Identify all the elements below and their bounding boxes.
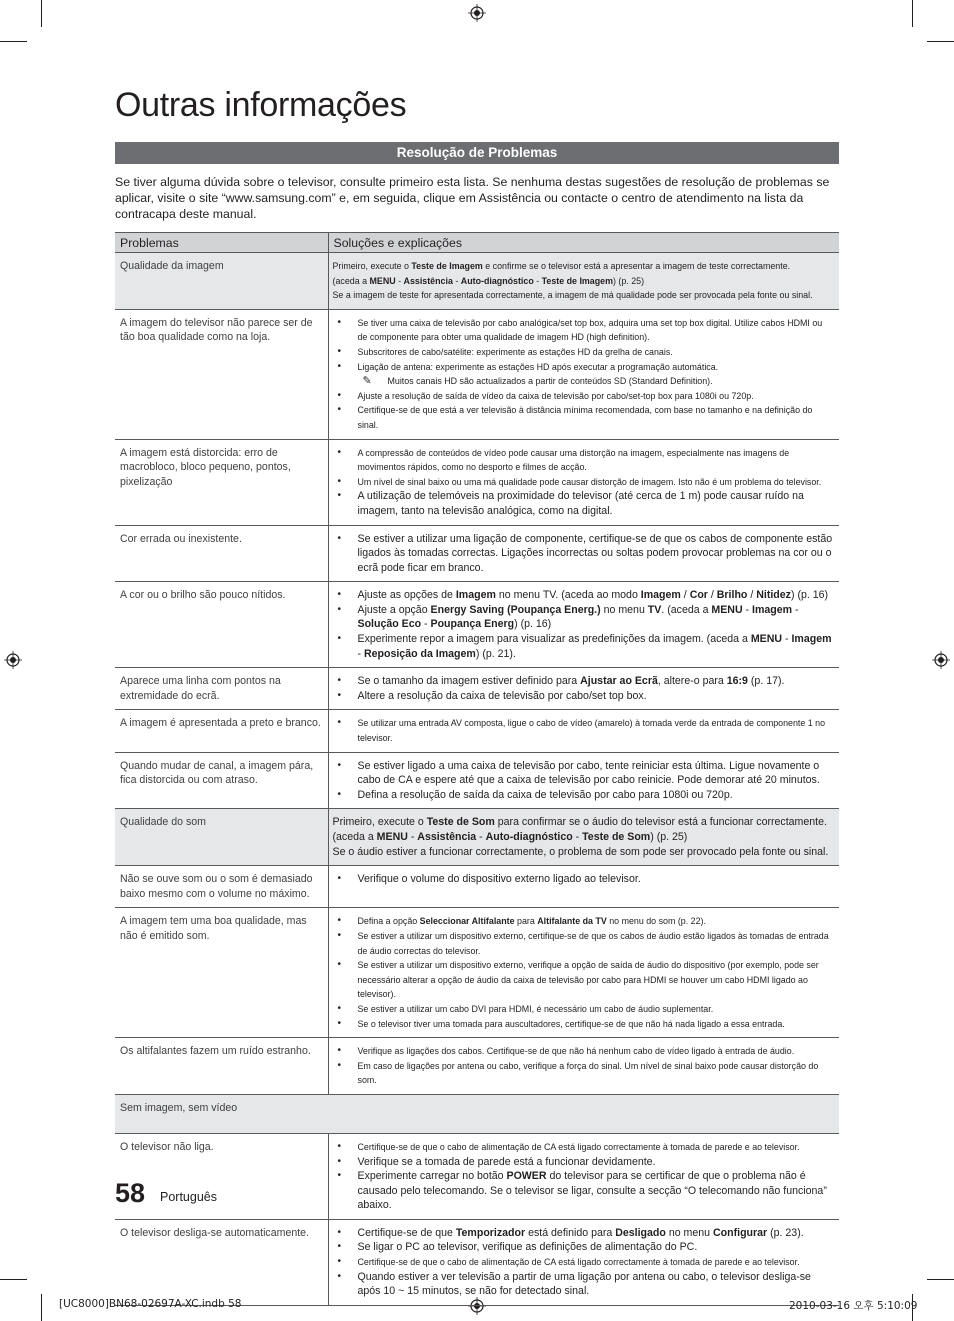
list-item <box>333 1226 835 1241</box>
solution-list <box>333 1140 835 1213</box>
list-item <box>333 603 835 632</box>
footer-file: [UC8000]BN68-02697A-XC.indb 58 <box>59 1298 242 1310</box>
text-run: - <box>452 275 461 286</box>
bold-text: Configurar <box>713 1226 768 1239</box>
solution-list <box>333 316 835 433</box>
list-item <box>333 532 835 576</box>
list-item <box>333 475 835 490</box>
list-item <box>333 759 835 788</box>
solution-list <box>333 716 835 745</box>
text-run: Certifique-se de que está a ver televisão à distância mínima recomendada, com base no tamanho e na definição do sinal. <box>357 405 813 430</box>
text-run: Primeiro, execute o <box>332 816 427 829</box>
text-run: A utilização de telemóveis na proximidade do televisor (até cerca de 1 m) pode causar ruído na imagem, tanto na televisão analógica, como na digital. <box>357 490 804 517</box>
text-run: - <box>792 603 799 616</box>
crop-mark <box>41 0 42 27</box>
bold-text: Brilho <box>716 589 748 602</box>
bold-text: Cor <box>689 589 708 602</box>
solution-cell <box>328 710 839 752</box>
text-run: Altere a resolução da caixa de televisão por cabo/set top box. <box>357 689 647 702</box>
text-run: Ajuste a opção <box>357 603 431 616</box>
crop-mark <box>0 1279 27 1280</box>
bold-text: 16:9 <box>726 675 748 688</box>
solution-cell <box>328 668 839 710</box>
text-run: Verifique o volume do dispositivo externo ligado ao televisor. <box>357 873 641 886</box>
text-run: Se a imagem de teste for apresentada correctamente, a imagem de má qualidade pode ser provocada pela fonte ou sinal. <box>332 290 813 301</box>
text-run: está definido para <box>525 1226 616 1239</box>
bold-text: Solução Eco <box>357 618 422 631</box>
problem-cell: A imagem tem uma boa qualidade, mas não é emitido som. <box>115 908 328 1038</box>
list-item <box>333 403 835 432</box>
text-run: (aceda a <box>332 831 377 843</box>
table-row <box>115 710 839 752</box>
text-run: (aceda a <box>332 275 370 286</box>
solution-cell <box>328 582 839 668</box>
text-run: Um nível de sinal baixo ou uma má qualidade pode causar distorção de imagem. Isto não é um problema do televisor. <box>357 476 822 487</box>
note-item <box>333 374 835 389</box>
solution-cell <box>328 525 839 582</box>
solution-list <box>333 588 835 661</box>
list-item <box>333 1044 835 1059</box>
list-item <box>333 872 835 887</box>
text-run: no menu <box>665 1226 713 1239</box>
text-run: no menu do som (p. 22). <box>606 916 706 927</box>
list-item <box>333 689 835 704</box>
list-item <box>333 588 835 603</box>
list-item <box>333 1155 835 1170</box>
solution-list <box>333 1226 835 1299</box>
bold-text: Altifalante da TV <box>537 916 607 927</box>
text-run: Muitos canais HD são actualizados a partir de conteúdos SD (Standard Definition). <box>387 376 713 387</box>
text-run: - <box>421 618 431 631</box>
solution-list <box>333 872 835 887</box>
text-run: ) (p. 25) <box>650 831 688 843</box>
page-number: 58 <box>115 1178 146 1208</box>
problem-cell: A imagem é apresentada a preto e branco. <box>115 710 328 752</box>
text-run: ) (p. 16) <box>514 618 552 631</box>
table-row <box>115 525 839 582</box>
list-item <box>333 1270 835 1299</box>
text-run: Verifique as ligações dos cabos. Certifique-se de que não há nenhum cabo de vídeo ligado à entrada de áudio. <box>357 1046 795 1057</box>
bold-text: POWER <box>506 1170 547 1183</box>
problem-cell: Qualidade da imagem <box>115 253 328 310</box>
text-run: . (aceda a <box>661 603 712 616</box>
text-run: (p. 23). <box>767 1226 804 1239</box>
solution-cell <box>328 1219 839 1305</box>
solution-line <box>333 259 835 274</box>
bold-text: Teste de Som <box>582 831 651 843</box>
text-run: - <box>572 831 583 843</box>
text-run: no menu TV. (aceda ao modo <box>495 589 641 602</box>
list-item <box>333 1255 835 1270</box>
problem-cell: O televisor não liga. <box>115 1133 328 1219</box>
problem-cell: A imagem do televisor não parece ser de tão boa qualidade como na loja. <box>115 309 328 439</box>
troubleshooting-table <box>115 232 839 1306</box>
text-run: (p. 17). <box>747 675 785 688</box>
list-item <box>333 1140 835 1155</box>
list-item <box>333 1240 835 1255</box>
bold-text: Energy Saving (Poupança Energ.) <box>430 603 601 616</box>
list-item <box>333 345 835 360</box>
text-run: / <box>707 589 717 602</box>
list-item <box>333 489 835 518</box>
column-header-solutions: Soluções e explicações <box>328 233 839 253</box>
registration-mark-icon <box>4 651 22 669</box>
problem-cell: Não se ouve som ou o som é demasiado baixo mesmo com o volume no máximo. <box>115 866 328 908</box>
list-item <box>333 929 835 958</box>
bold-text: Teste de Imagem <box>541 275 613 286</box>
bold-text: Desligado <box>615 1226 666 1239</box>
text-run: Certifique-se de que o cabo de alimentação de CA está ligado correctamente à tomada de parede e ao televisor. <box>357 1257 800 1268</box>
table-header-row <box>115 233 839 253</box>
text-run: - <box>533 275 542 286</box>
solution-line <box>333 830 835 845</box>
table-row <box>115 253 839 310</box>
text-run: - <box>357 647 364 660</box>
bold-text: Reposição da Imagem <box>363 647 476 660</box>
registration-mark-icon <box>932 651 950 669</box>
text-run: Se estiver a utilizar um cabo DVI para HDMI, é necessário um cabo de áudio suplementar. <box>357 1003 714 1014</box>
bold-text: Ajustar ao Ecrã <box>580 675 658 688</box>
solution-cell <box>328 253 839 310</box>
bold-text: Nitidez <box>756 589 791 602</box>
problem-cell: O televisor desliga-se automaticamente. <box>115 1219 328 1305</box>
text-run: - <box>782 633 792 646</box>
text-run: / <box>747 589 757 602</box>
bold-text: TV <box>647 603 662 616</box>
text-run: Se o áudio estiver a funcionar correctamente, o problema de som pode ser provocado pela fonte ou sinal. <box>332 845 829 858</box>
crop-mark <box>912 0 913 27</box>
table-row <box>115 1133 839 1219</box>
text-run: / <box>680 589 690 602</box>
bold-text: MENU <box>750 633 783 646</box>
list-item <box>333 389 835 404</box>
list-item <box>333 1059 835 1088</box>
text-run: e confirme se o televisor está a apresentar a imagem de teste correctamente. <box>482 261 791 271</box>
text-run: Se estiver ligado a uma caixa de televisão por cabo, tente reiniciar esta última. Ligue novamente o cabo de CA e espere até que a caixa de televisão por cabo reinicie. Pode demorar até 20 minutos. <box>357 759 820 787</box>
problem-cell: Cor errada ou inexistente. <box>115 525 328 582</box>
solution-list <box>333 446 835 519</box>
text-run: - <box>742 603 753 616</box>
solution-cell <box>328 309 839 439</box>
table-row <box>115 752 839 809</box>
table-row <box>115 908 839 1038</box>
problem-cell: Quando mudar de canal, a imagem pára, fica distorcida ou com atraso. <box>115 752 328 809</box>
text-run: Defina a resolução de saída da caixa de televisão por cabo para 1080i ou 720p. <box>357 788 733 801</box>
text-run: Em caso de ligações por antena ou cabo, verifique a força do sinal. Um nível de sinal baixo pode causar distorção do som. <box>357 1060 819 1086</box>
solution-cell <box>328 1133 839 1219</box>
footer-date: 2010-03-16 오후 5:10:09 <box>789 1300 918 1312</box>
solution-list <box>333 759 835 803</box>
text-run: Ligação de antena: experimente as estações HD após executar a programação automática. <box>357 361 719 372</box>
crop-mark <box>0 41 27 42</box>
bold-text: MENU <box>376 831 408 843</box>
solution-line <box>333 274 835 289</box>
list-item <box>333 958 835 1002</box>
solution-list <box>333 532 835 576</box>
text-run: para confirmar se o áudio do televisor está a funcionar correctamente. <box>494 816 827 829</box>
text-run: , altere-o para <box>657 675 727 688</box>
solution-line <box>333 288 835 303</box>
solution-line <box>333 815 835 830</box>
bold-text: Teste de Som <box>426 816 495 829</box>
list-item <box>333 316 835 345</box>
bold-text: Seleccionar Altifalante <box>419 916 515 927</box>
problem-cell: Sem imagem, sem vídeo <box>115 1094 839 1133</box>
bold-text: Temporizador <box>455 1226 526 1239</box>
table-row <box>115 1094 839 1133</box>
list-item <box>333 716 835 745</box>
text-run: Experimente carregar no botão <box>357 1170 507 1183</box>
table-row <box>115 309 839 439</box>
section-title: Resolução de Problemas <box>115 142 839 164</box>
problem-cell: Os altifalantes fazem um ruído estranho. <box>115 1038 328 1095</box>
text-run: Experimente repor a imagem para visualizar as predefinições da imagem. (aceda a <box>357 633 751 646</box>
problem-cell: A cor ou o brilho são pouco nítidos. <box>115 582 328 668</box>
text-run: Se o televisor tiver uma tomada para auscultadores, certifique-se de que não há nada ligado a essa entrada. <box>357 1018 785 1029</box>
registration-mark-icon <box>468 4 486 22</box>
bold-text: Poupança Energ <box>430 618 515 631</box>
solution-line <box>333 845 835 860</box>
bold-text: Imagem <box>752 603 793 616</box>
text-run: no menu <box>600 603 648 616</box>
text-run: Se o tamanho da imagem estiver definido para <box>357 675 581 688</box>
text-run: Certifique-se de que <box>357 1226 456 1239</box>
crop-mark <box>41 1294 42 1321</box>
text-run: Certifique-se de que o cabo de alimentação de CA está ligado correctamente à tomada de parede e ao televisor. <box>357 1141 800 1152</box>
text-run: Defina a opção <box>357 916 420 927</box>
text-run: Verifique se a tomada de parede está a funcionar devidamente. <box>357 1155 656 1168</box>
text-run: para <box>514 916 538 927</box>
text-run: Se ligar o PC ao televisor, verifique as definições de alimentação do PC. <box>357 1241 698 1254</box>
text-run: Se estiver a utilizar um dispositivo externo, verifique a opção de saída de áudio do dispositivo (por exemplo, pode ser necessário alterar a opção de áudio da caixa de televisão por cabo para HDMI se houver um cabo HDMI ligado ao televisor). <box>357 960 819 1000</box>
solution-cell <box>328 752 839 809</box>
bold-text: Assistência <box>403 275 453 286</box>
text-run: ) (p. 21). <box>475 647 516 660</box>
text-run: Se estiver a utilizar uma ligação de componente, certifique-se de que os cabos de componente estão ligados às tomadas correctas. Ligações incorrectas ou soltas podem provocar problemas na cor ou o ecrã pode ficar em branco. <box>357 532 833 574</box>
bold-text: Auto-diagnóstico <box>485 831 573 843</box>
list-item <box>333 1017 835 1032</box>
problem-cell: Qualidade do som <box>115 809 328 866</box>
solution-cell <box>328 908 839 1038</box>
bold-text: MENU <box>711 603 743 616</box>
list-item <box>333 674 835 689</box>
list-item <box>333 914 835 929</box>
bold-text: Imagem <box>791 633 832 646</box>
list-item <box>333 360 835 375</box>
solution-list <box>333 674 835 703</box>
text-run: Se utilizar uma entrada AV composta, ligue o cabo de vídeo (amarelo) à tomada verde da entrada de componente 1 no televisor. <box>357 718 826 744</box>
problem-cell: A imagem está distorcida: erro de macrobloco, bloco pequeno, pontos, pixelização <box>115 439 328 525</box>
text-run: - <box>395 275 404 286</box>
solution-cell <box>328 809 839 866</box>
bold-text: MENU <box>369 275 396 286</box>
text-run: Se estiver a utilizar um dispositivo externo, certifique-se de que os cabos de áudio estão ligados às tomadas de entrada de áudio correctas do televisor. <box>357 930 829 956</box>
table-row <box>115 439 839 525</box>
text-run: Se tiver uma caixa de televisão por cabo analógica/set top box, adquira uma set top box digital. Utilize cabos HDMI ou de componente para obter uma qualidade de imagem HD (high definition). <box>357 317 823 343</box>
text-run: ) (p. 25) <box>613 275 645 286</box>
crop-mark <box>927 1279 954 1280</box>
text-run: - <box>407 831 418 843</box>
list-item <box>333 788 835 803</box>
list-item <box>333 632 835 661</box>
text-run: Ajuste a resolução de saída de vídeo da caixa de televisão por cabo/set-top box para 1080i ou 720p. <box>357 390 754 401</box>
list-item <box>333 446 835 475</box>
intro-text: Se tiver alguma dúvida sobre o televisor, consulte primeiro esta lista. Se nenhuma destas sugestões de resolução de problemas se aplicar, visite o site “www.samsung.com” e, em seguida, clique em Assistência ou contacte o centro de atendimento na lista da contracapa deste manual. <box>115 175 830 221</box>
bold-text: Auto-diagnóstico <box>460 275 534 286</box>
solution-cell <box>328 866 839 908</box>
list-item <box>333 1169 835 1213</box>
bold-text: Assistência <box>417 831 477 843</box>
table-row <box>115 1219 839 1305</box>
solution-cell <box>328 1038 839 1095</box>
problem-cell: Aparece uma linha com pontos na extremidade do ecrã. <box>115 668 328 710</box>
column-header-problems: Problemas <box>115 233 328 253</box>
text-run: Ajuste as opções de <box>357 589 456 602</box>
bold-text: Imagem <box>640 589 681 602</box>
text-run: ) (p. 16) <box>790 589 829 602</box>
solution-list <box>333 914 835 1031</box>
language-label: Português <box>160 1190 217 1204</box>
list-item <box>333 1002 835 1017</box>
text-run: do televisor para se certificar de que o problema não é causado pelo telecomando. Se o televisor se ligar, consulte a secção “O telecomando não funciona” abaixo. <box>357 1170 827 1212</box>
table-row <box>115 582 839 668</box>
bold-text: Imagem <box>455 589 496 602</box>
bold-text: Teste de Imagem <box>411 261 483 271</box>
text-run: Quando estiver a ver televisão a partir de uma ligação por antena ou cabo, o televisor desliga-se após 10 ~ 15 minutos, se não for detectado sinal. <box>357 1270 811 1298</box>
text-run: Primeiro, execute o <box>332 261 412 271</box>
table-row <box>115 809 839 866</box>
text-run: A compressão de conteúdos de vídeo pode causar uma distorção na imagem, especialmente nas imagens de movimentos rápidos, como no desporto e filmes de acção. <box>357 447 790 473</box>
solution-cell <box>328 439 839 525</box>
text-run: Subscritores de cabo/satélite: experimente as estações HD da grelha de canais. <box>357 346 673 357</box>
text-run: - <box>476 831 486 843</box>
table-row <box>115 668 839 710</box>
solution-list <box>333 1044 835 1088</box>
table-row <box>115 866 839 908</box>
page-title: Outras informações <box>115 86 407 124</box>
table-row <box>115 1038 839 1095</box>
crop-mark <box>927 41 954 42</box>
